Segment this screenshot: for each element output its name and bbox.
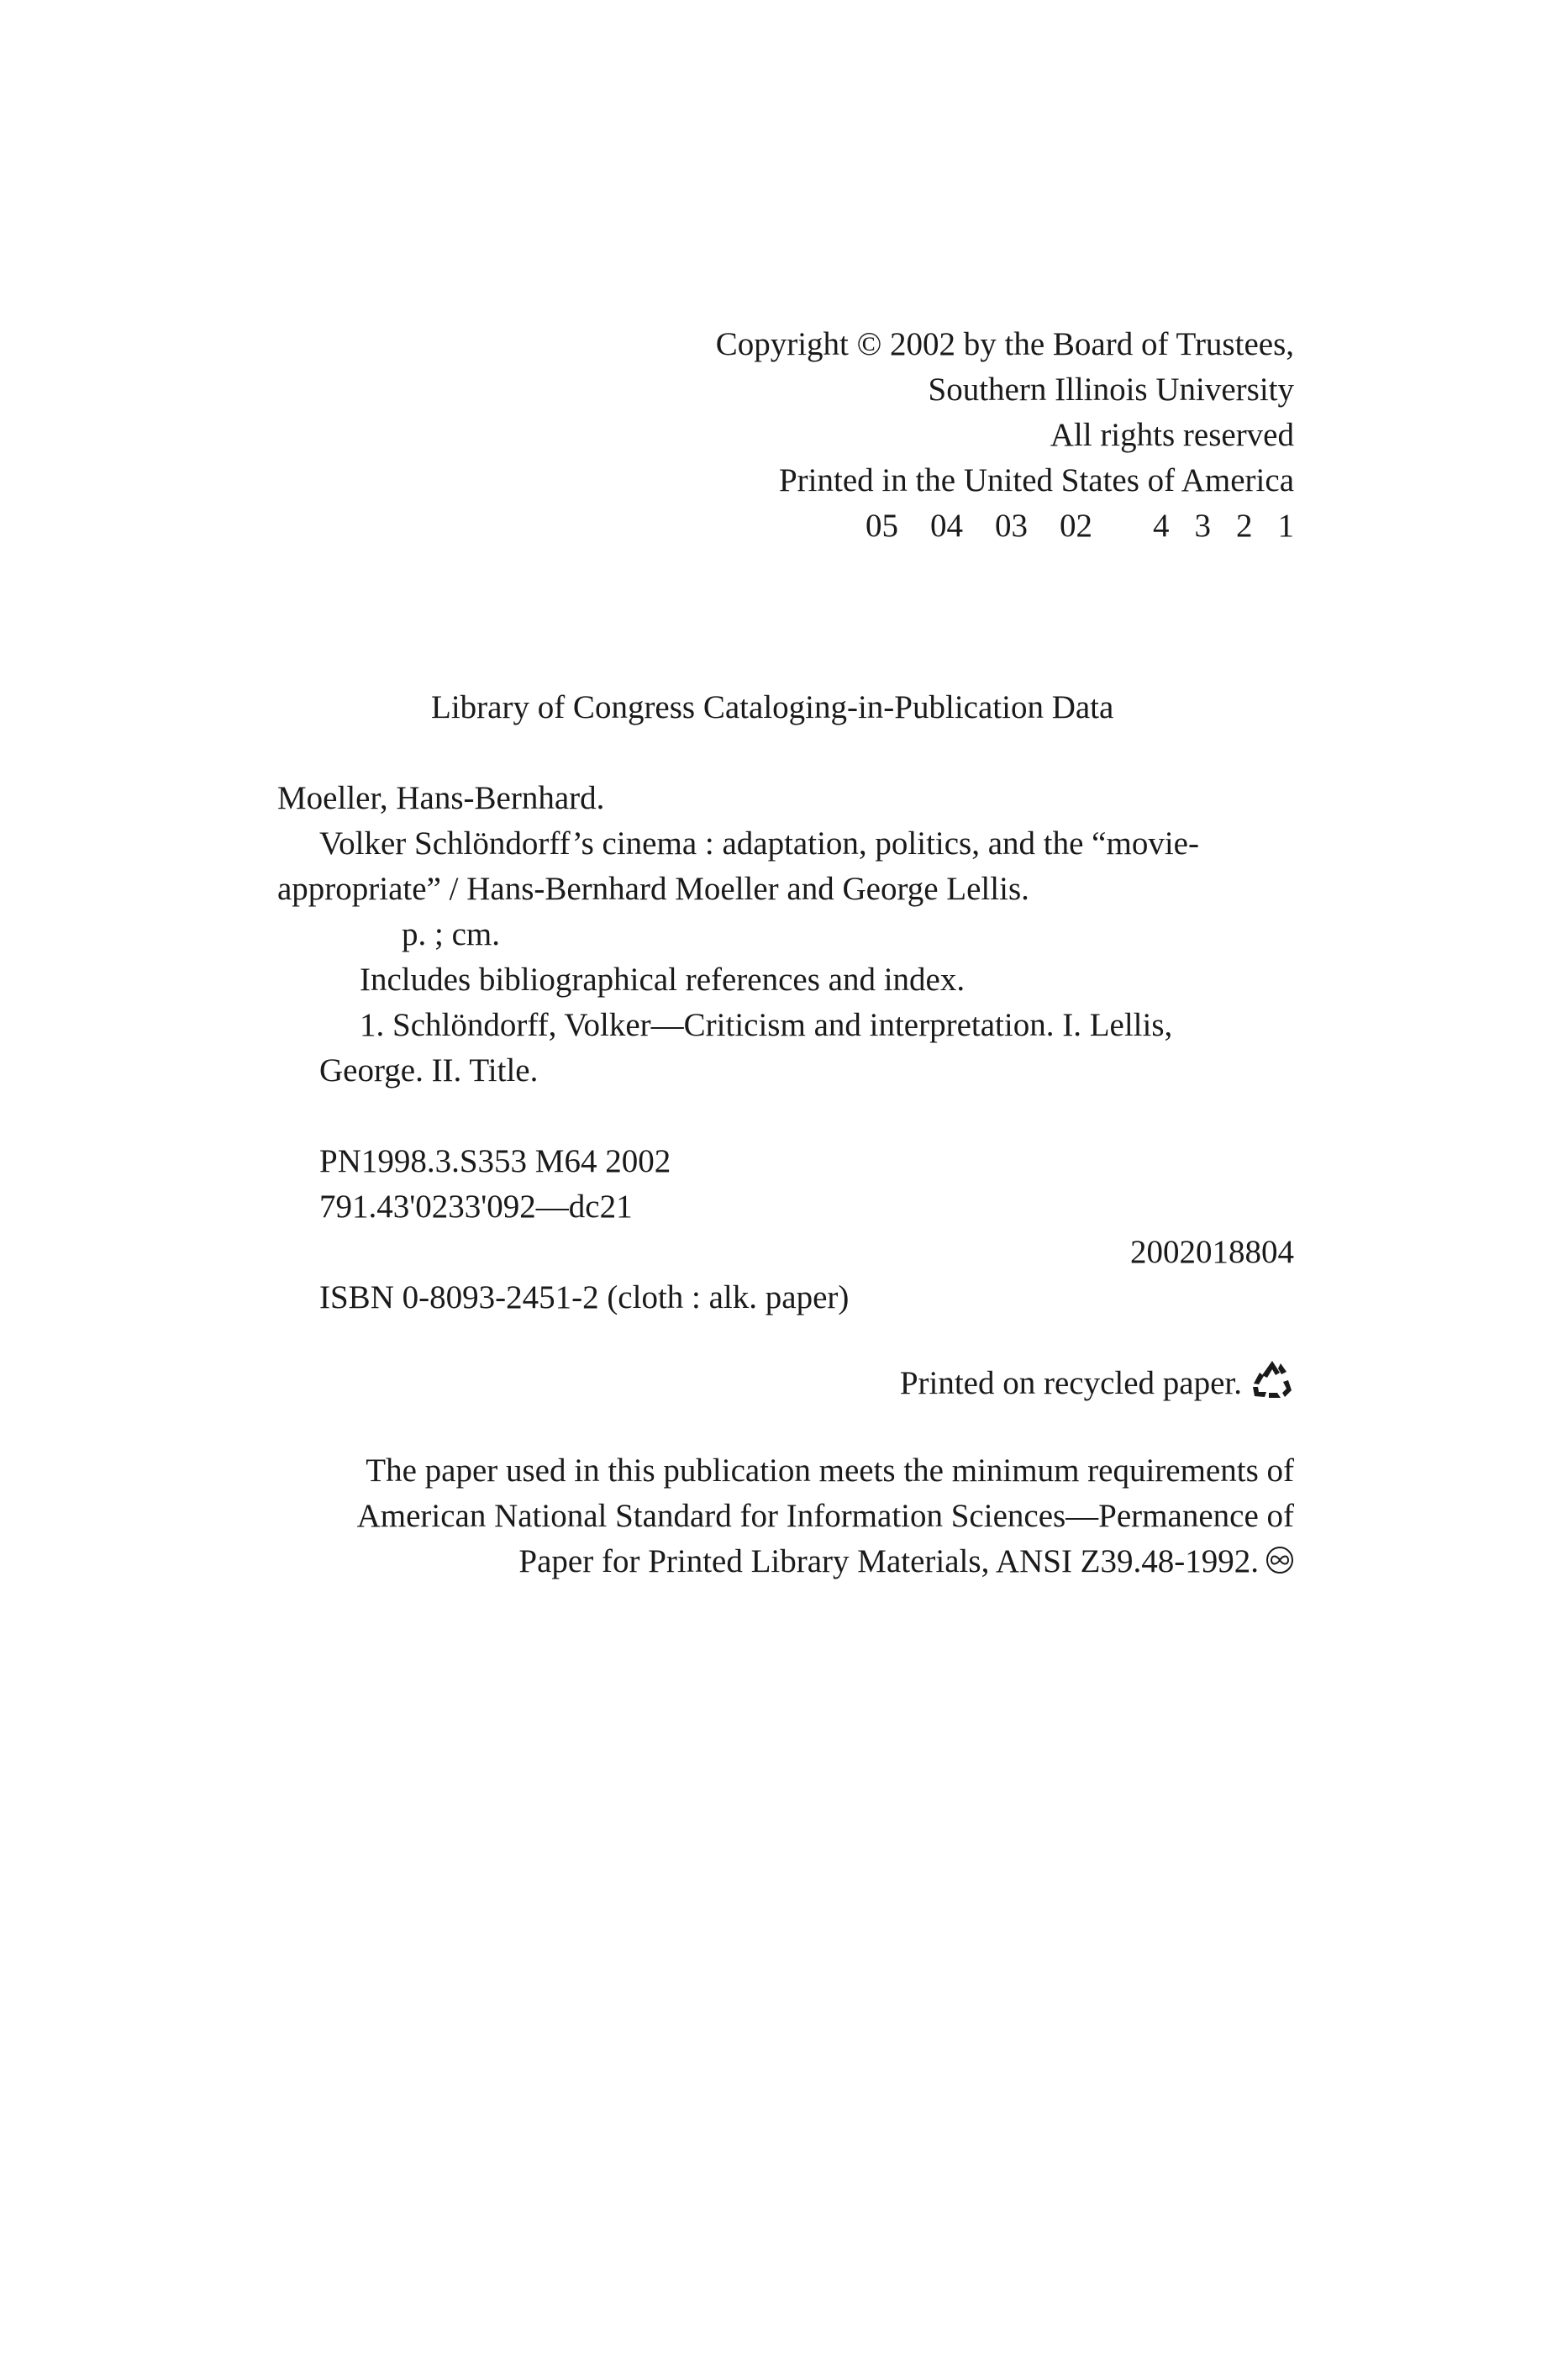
cip-title-line-1: Volker Schlöndorff’s cinema : adaptation, politics, and the “movie- bbox=[319, 825, 1199, 862]
infinity-icon bbox=[1265, 1542, 1294, 1586]
print-year: 03 bbox=[995, 508, 1028, 544]
publisher-line: Southern Illinois University bbox=[928, 372, 1294, 408]
cip-physical: p. ; cm. bbox=[402, 916, 500, 952]
print-year: 02 bbox=[1060, 508, 1092, 544]
permanence-line-1: The paper used in this publication meets the minimum requirements of bbox=[366, 1452, 1294, 1489]
cip-author: Moeller, Hans-Bernhard. bbox=[277, 780, 605, 816]
impression-number: 3 bbox=[1194, 508, 1211, 544]
cip-lccn: 2002018804 bbox=[1130, 1234, 1294, 1270]
recycle-icon bbox=[1250, 1358, 1294, 1414]
recycled-line bbox=[900, 1358, 1294, 1414]
impression-number: 4 bbox=[1153, 508, 1170, 544]
impression-number: 1 bbox=[1277, 508, 1294, 544]
cip-title-line-2: appropriate” / Hans-Bernhard Moeller and George Lellis. bbox=[277, 871, 1029, 907]
copyright-line: Copyright © 2002 by the Board of Trustees, bbox=[715, 326, 1294, 362]
cip-lc-class: PN1998.3.S353 M64 2002 bbox=[319, 1143, 671, 1179]
cip-heading: Library of Congress Cataloging-in-Publication Data bbox=[431, 689, 1114, 725]
permanence-text: Paper for Printed Library Materials, ANSI Z39.48-1992. bbox=[518, 1543, 1259, 1579]
cip-subjects-line-1: 1. Schlöndorff, Volker—Criticism and interpretation. I. Lellis, bbox=[360, 1007, 1173, 1043]
print-year: 04 bbox=[930, 508, 963, 544]
cip-subjects-line-2: George. II. Title. bbox=[319, 1052, 539, 1089]
permanence-line-3 bbox=[518, 1540, 1294, 1586]
cip-notes: Includes bibliographical references and index. bbox=[360, 962, 966, 998]
impression-number: 2 bbox=[1236, 508, 1253, 544]
recycled-text: Printed on recycled paper. bbox=[899, 1364, 1242, 1401]
print-year: 05 bbox=[866, 508, 898, 544]
printing-line bbox=[866, 504, 1294, 548]
permanence-line-2: American National Standard for Information Sciences—Permanence of bbox=[356, 1498, 1294, 1534]
cip-isbn: ISBN 0-8093-2451-2 (cloth : alk. paper) bbox=[319, 1279, 850, 1315]
rights-line: All rights reserved bbox=[1050, 417, 1294, 453]
cip-dewey: 791.43'0233'092—dc21 bbox=[319, 1189, 633, 1225]
printed-in-line: Printed in the United States of America bbox=[778, 462, 1294, 498]
